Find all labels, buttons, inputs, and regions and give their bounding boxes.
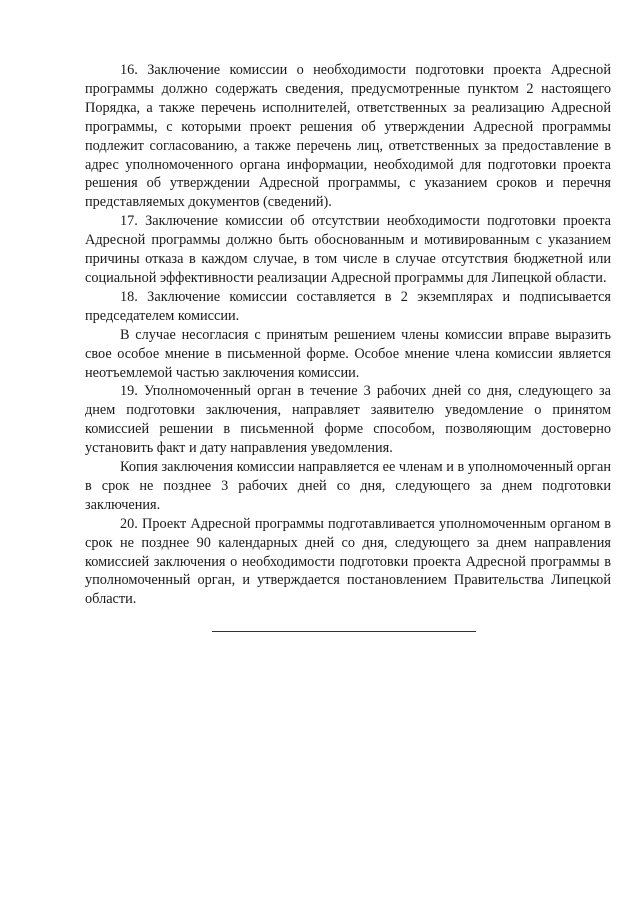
paragraph-19: 19. Уполномоченный орган в течение 3 рабочих дней со дня, следующего за днем подготовки заключения, направляет заявителю уведомление о принятом комиссией решении в письменной форме способом, позволяющим достоверно установить факт и дату направления уведомления. [85,383,611,457]
paragraph-16: 16. Заключение комиссии о необходимости подготовки проекта Адресной программы должно содержать сведения, предусмотренные пунктом 2 настоящего Порядка, а также перечень исполнителей, ответственных за реализацию Адресной программы, с которыми проект решения об утверждении Адресной программы подлежит согласованию, а также перечень лиц, ответственных за предоставление в адрес уполномоченного органа информации, необходимой для подготовки проекта решения об утверждении Адресной программы, с указанием сроков и перечня представляемых документов (сведений). [85,62,611,211]
document-body [85,61,611,609]
paragraph-18: 18. Заключение комиссии составляется в 2 экземплярах и подписывается председателем комиссии. [85,288,611,324]
paragraph-copy: Копия заключения комиссии направляется ее членам и в уполномоченный орган в срок не позднее 3 рабочих дней со дня, следующего за днем подготовки заключения. [85,459,611,513]
paragraph-dissent: В случае несогласия с принятым решением члены комиссии вправе выразить свое особое мнение в письменной форме. Особое мнение члена комиссии является неотъемлемой частью заключения комиссии. [85,326,611,381]
paragraph-17: 17. Заключение комиссии об отсутствии необходимости подготовки проекта Адресной программы должно быть обоснованным и мотивированным с указанием причины отказа в каждом случае, в том числе в случае отсутствия бюджетной или социальной эффективности реализации Адресной программы для Липецкой области. [85,213,611,286]
paragraph-20: 20. Проект Адресной программы подготавливается уполномоченным органом в срок не позднее 90 календарных дней со дня, следующего за днем направления комиссией заключения о необходимости подготовки проекта Адресной программы в уполномоченный орган, и утверждается постановлением Правительства Липецкой области. [85,515,611,608]
end-divider [212,631,476,632]
